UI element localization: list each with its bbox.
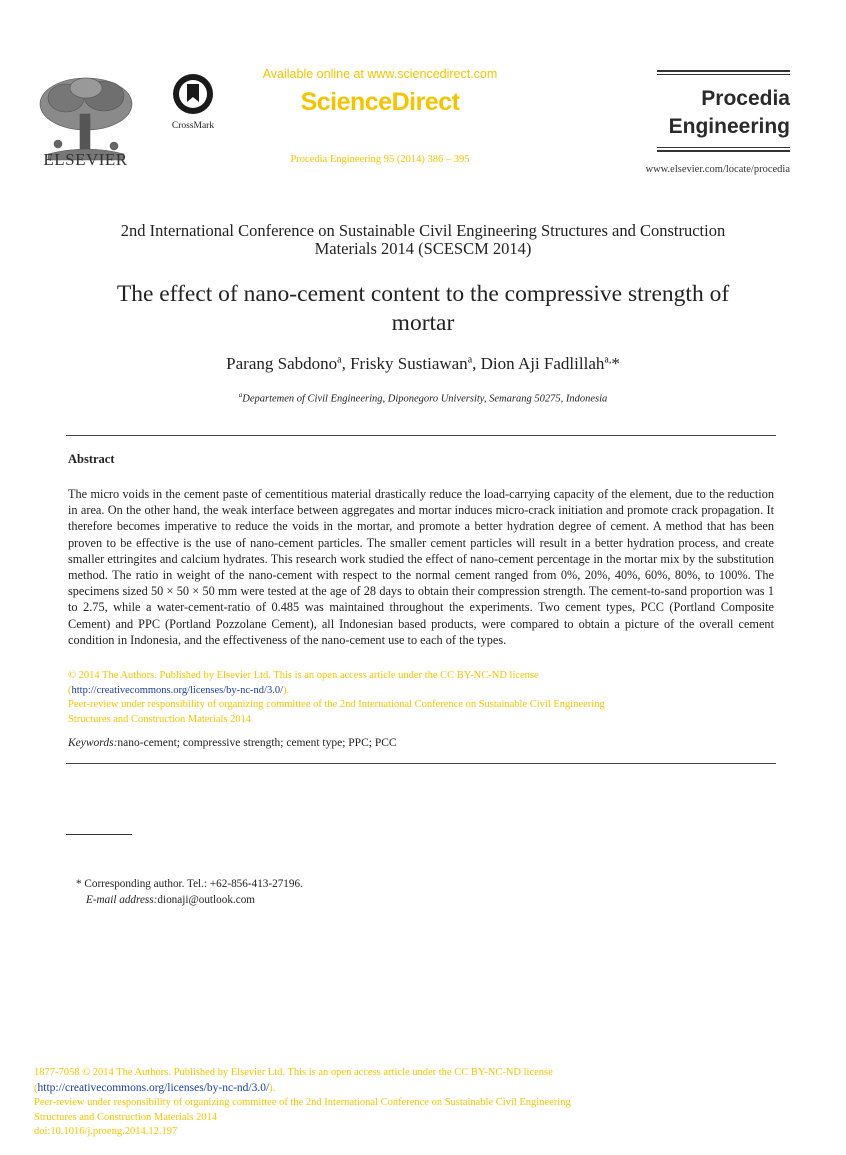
journal-url[interactable]: www.elsevier.com/locate/procedia [645, 164, 790, 175]
paren-close: ). [283, 684, 290, 696]
corresponding-author: * Corresponding author. Tel.: +62-856-413-27196. [76, 878, 303, 890]
author-1: Parang Sabdono [226, 354, 338, 373]
conference-line1: 2nd International Conference on Sustainable Civil Engineering Structures and Construction [120, 221, 726, 240]
peer-review-line2: Structures and Construction Materials 2014 [68, 713, 252, 725]
footnote-rule [66, 834, 132, 835]
bottom-license-line2 [34, 1081, 754, 1097]
keywords-list: nano-cement; compressive strength; cement type; PPC; PCC [117, 737, 397, 749]
journal-name [657, 77, 790, 147]
bottom-peer-line1: Peer-review under responsibility of organizing committee of the 2nd International Conference on Sustainable Civil Engineering [34, 1097, 571, 1108]
affiliation-text: Departemen of Civil Engineering, Diponegoro University, Semarang 50275, Indonesia [242, 393, 608, 405]
journal-top-rule [657, 70, 790, 72]
crossmark-label: CrossMark [171, 121, 215, 131]
bottom-license-block [34, 1066, 754, 1140]
paper-title-line2: mortar [391, 310, 455, 336]
author-2: Frisky Sustiawan [350, 354, 468, 373]
email-label: E-mail address: [86, 894, 158, 906]
journal-bottom-rule [657, 150, 790, 152]
paren-open: ( [34, 1082, 38, 1094]
peer-review-line1: Peer-review under responsibility of organizing committee of the 2nd International Conference on Sustainable Civil Engineering [68, 699, 605, 710]
paper-title [60, 280, 786, 338]
author-1-affil: a [337, 354, 342, 366]
journal-name-line2: Engineering [668, 115, 790, 138]
email-address[interactable]: dionaji@outlook.com [157, 894, 255, 906]
paper-title-line1: The effect of nano-cement content to the compressive strength of [116, 281, 730, 307]
author-3: Dion Aji Fadlillah [480, 354, 605, 373]
author-list [60, 354, 786, 374]
affiliation [60, 391, 786, 405]
email-line [76, 892, 303, 908]
author-separator: , [341, 354, 351, 373]
license-link[interactable]: http://creativecommons.org/licenses/by-nc-nd/3.0/ [71, 684, 284, 696]
publisher-name: ELSEVIER [43, 150, 128, 169]
conference-line2: Materials 2014 (SCESCM 2014) [314, 239, 532, 258]
abstract-bottom-rule [66, 763, 776, 764]
abstract-top-rule [66, 435, 776, 436]
journal-bottom-rule-thin [657, 147, 790, 148]
bottom-license-line1: 1877-7058 © 2014 The Authors. Published by Elsevier Ltd. This is an open access article under the CC BY-NC-ND license [34, 1067, 553, 1078]
bottom-license-link[interactable]: http://creativecommons.org/licenses/by-nc-nd/3.0/ [37, 1081, 270, 1094]
abstract-heading: Abstract [68, 452, 115, 466]
sciencedirect-logo: ScienceDirect [300, 88, 460, 116]
author-2-affil: a [467, 354, 473, 366]
abstract-body: The micro voids in the cement paste of cementitious material drastically reduce the load-carrying capacity of the element, due to the reduction in area. On the other hand, the weak interface between aggregates and mortar induces micro-crack initiation and promote crack propagation. It therefore becomes imperative to reduce the voids in the mortar, and promote a better hydration degree of cement. A method that has been proven to be effective is the use of nano-cement particles. The smaller cement particles will result in a better hydration process, and create smaller ettringites and calcium hydrates. This research work studied the effect of nano-cement percentage in the mortar mix by the substitution method. The ratio in weight of the nano-cement with respect to the normal cement ranged from 0%, 20%, 40%, 60%, 80%, to 100%. The specimens sized 50 × 50 × 50 mm were tested at the age of 28 days to obtain their compression strength. The cement-to-sand proportion was 1 to 2.75, while a water-cement-ratio of 0.485 was maintained throughout the experiments. Two cement types, PCC (Portland Composite Cement) and PPC (Portland Pozzolane Cement), all Indonesian based products, were compared to obtain a picture of the overall cement condition in Indonesia, and the effectiveness of the nano-cement use to each of the types. [68, 487, 774, 647]
journal-top-rule-thin [657, 74, 790, 75]
paren-open: ( [68, 684, 72, 696]
doi[interactable]: doi:10.1016/j.proeng.2014.12.197 [34, 1126, 178, 1137]
journal-citation: Procedia Engineering 95 (2014) 386 – 395 [290, 154, 470, 165]
license-line1: © 2014 The Authors. Published by Elsevier Ltd. This is an open access article under the CC BY-NC-ND license [68, 670, 539, 681]
conference-name [60, 222, 786, 258]
journal-title-box [657, 70, 790, 154]
author-3-affil: a, [604, 354, 612, 366]
license-line2 [68, 684, 774, 699]
license-notice [68, 669, 774, 727]
affiliation-mark: a [238, 391, 243, 399]
journal-name-line1: Procedia [701, 87, 790, 110]
author-separator: , [472, 354, 481, 373]
corresponding-mark: * [611, 354, 620, 373]
corresponding-footnote [76, 876, 303, 908]
keywords-label: Keywords: [68, 737, 118, 749]
available-online-text[interactable]: Available online at www.sciencedirect.com [262, 67, 498, 81]
bottom-peer-line2: Structures and Construction Materials 2014 [34, 1111, 218, 1123]
keywords [68, 737, 774, 749]
paren-close: ). [269, 1082, 276, 1094]
